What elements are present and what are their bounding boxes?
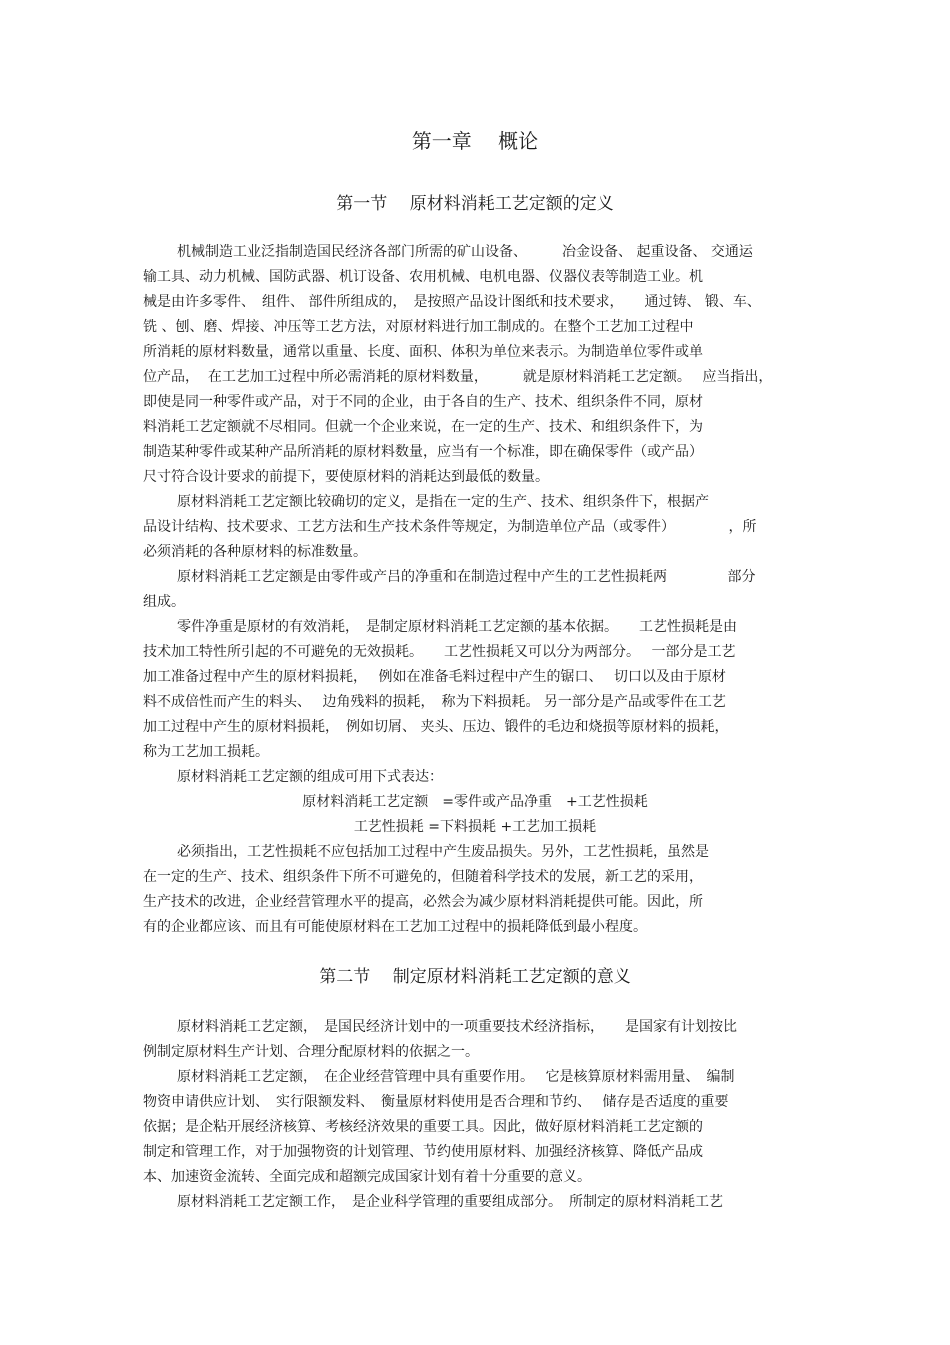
paragraph-line: 原材料消耗工艺定额的组成可用下式表达： — [177, 769, 443, 785]
chapter-title: 第一章 概论 — [411, 129, 539, 153]
paragraph-line: 称为工艺加工损耗。 — [143, 744, 269, 760]
formula-line: 工艺性损耗 =下料损耗 +工艺加工损耗 — [353, 819, 597, 835]
paragraph-line: 物资申请供应计划、 实行限额发料、 衡量原材料使用是否合理和节约、 储存是否适度的重要 — [143, 1094, 729, 1110]
paragraph-line: 本、加速资金流转、全面完成和超额完成国家计划有着十分重要的意义。 — [143, 1169, 591, 1185]
paragraph-line: 制定和管理工作，对于加强物资的计划管理、节约使用原材料、加强经济核算、降低产品成 — [143, 1144, 703, 1160]
paragraph-line: 生产技术的改进，企业经营管理水平的提高，必然会为减少原材料消耗提供可能。因此，所 — [143, 894, 703, 910]
section-2-title: 第二节 制定原材料消耗工艺定额的意义 — [319, 967, 631, 987]
paragraph-line: 必须消耗的各种原材料的标准数量。 — [143, 544, 367, 560]
paragraph-line: 零件净重是原材的有效消耗， 是制定原材料消耗工艺定额的基本依据。 工艺性损耗是由 — [177, 619, 737, 635]
paragraph-line: 品设计结构、技术要求、工艺方法和生产技术条件等规定，为制造单位产品（或零件） ，所 — [143, 519, 757, 535]
paragraph-line: 加工准备过程中产生的原材料损耗， 例如在准备毛料过程中产生的锯口、 切口以及由于原材 — [143, 669, 726, 685]
paragraph-line: 组成。 — [143, 594, 185, 610]
paragraph-line: 依据；是企粘开展经济核算、考核经济效果的重要工具。因此，做好原材料消耗工艺定额的 — [143, 1119, 703, 1135]
paragraph-line: 料消耗工艺定额就不尽相同。但就一个企业来说，在一定的生产、技术、和组织条件下，为 — [143, 419, 703, 435]
paragraph-line: 制造某种零件或某种产品所消耗的原材料数量，应当有一个标准，即在确保零件（或产品） — [143, 444, 703, 460]
paragraph-line: 有的企业都应该、而且有可能使原材料在工艺加工过程中的损耗降低到最小程度。 — [143, 919, 647, 935]
paragraph-line: 原材料消耗工艺定额比较确切的定义，是指在一定的生产、技术、组织条件下，根据产 — [177, 494, 709, 510]
paragraph-line: 尺寸符合设计要求的前提下，要使原材料的消耗达到最低的数量。 — [143, 469, 549, 485]
section-1-title: 第一节 原材料消耗工艺定额的定义 — [336, 194, 614, 214]
paragraph-line: 原材料消耗工艺定额， 是国民经济计划中的一项重要技术经济指标， 是国家有计划按比 — [177, 1019, 737, 1035]
paragraph-line: 技术加工特性所引起的不可避免的无效损耗。 工艺性损耗又可以分为两部分。 一部分是工艺 — [143, 644, 736, 660]
paragraph-line: 输工具、动力机械、国防武器、机订设备、农用机械、电机电器、仪器仪表等制造工业。机 — [143, 269, 703, 285]
paragraph-line: 机械制造工业泛指制造国民经济各部门所需的矿山设备、 冶金设备、 起重设备、 交通运 — [177, 244, 753, 260]
paragraph-line: 铣 、刨、磨、焊接、冲压等工艺方法，对原材料进行加工制成的。在整个工艺加工过程中 — [143, 319, 694, 335]
paragraph-line: 料不成倍性而产生的料头、 边角残料的损耗， 称为下料损耗。 另一部分是产品或零件在工艺 — [143, 694, 726, 710]
paragraph-line: 原材料消耗工艺定额， 在企业经营管理中具有重要作用。 它是核算原材料需用量、 编制 — [177, 1069, 735, 1085]
paragraph-line: 在一定的生产、技术、组织条件下所不可避免的，但随着科学技术的发展，新工艺的采用， — [143, 869, 703, 885]
paragraph-line: 械是由许多零件、 组件、 部件所组成的， 是按照产品设计图纸和技术要求， 通过铸、 锻、车、 — [143, 294, 761, 310]
paragraph-line: 所消耗的原材料数量，通常以重量、长度、面积、体积为单位来表示。为制造单位零件或单 — [143, 344, 703, 360]
paragraph-line: 原材料消耗工艺定额是由零件或产吕的净重和在制造过程中产生的工艺性损耗两 部分 — [177, 569, 756, 585]
paragraph-line: 例制定原材料生产计划、合理分配原材料的依据之一。 — [143, 1044, 479, 1060]
paragraph-line: 即使是同一种零件或产品，对于不同的企业，由于各自的生产、技术、组织条件不同，原材 — [143, 394, 703, 410]
paragraph-line: 位产品， 在工艺加工过程中所必需消耗的原材料数量， 就是原材料消耗工艺定额。 应当指出， — [143, 369, 773, 385]
paragraph-line: 必须指出，工艺性损耗不应包括加工过程中产生废品损失。另外，工艺性损耗，虽然是 — [177, 844, 709, 860]
paragraph-line: 原材料消耗工艺定额工作， 是企业科学管理的重要组成部分。 所制定的原材料消耗工艺 — [177, 1194, 723, 1210]
paragraph-line: 加工过程中产生的原材料损耗， 例如切屑、 夹头、压边、锻件的毛边和烧损等原材料的损耗， — [143, 719, 729, 735]
formula-line: 原材料消耗工艺定额 =零件或产品净重 +工艺性损耗 — [302, 794, 648, 810]
